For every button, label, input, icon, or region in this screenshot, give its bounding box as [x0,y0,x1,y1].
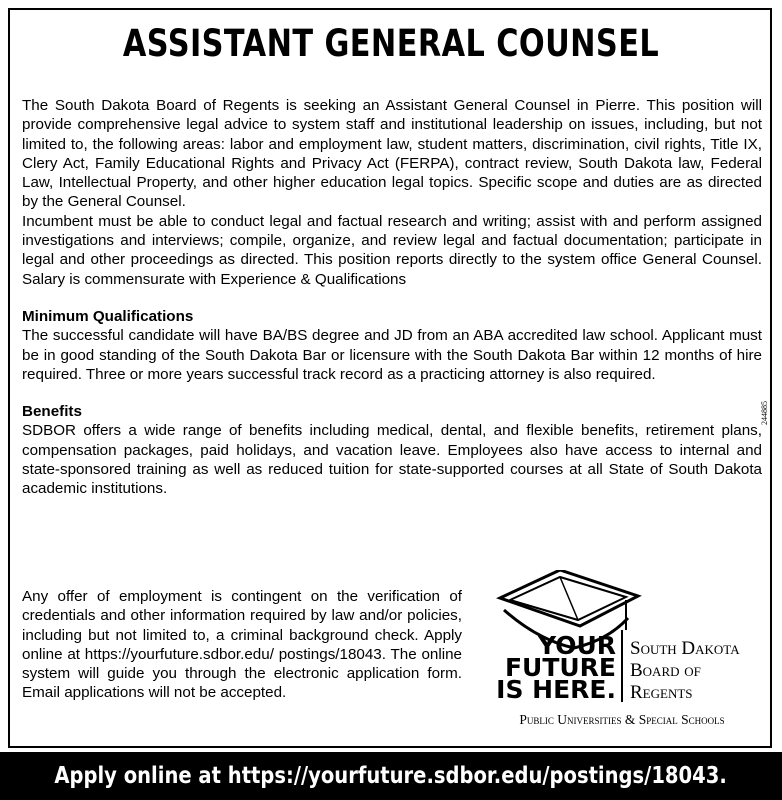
intro-paragraph-1: The South Dakota Board of Regents is seeking an Assistant General Counsel in Pierre. This position will provide comprehensive legal advice to system staff and institutional leadership on issues, including, but not limited to, the following areas: labor and employment law, student matters, discrimination, civil rights, Title IX, Clery Act, Family Educational Rights and Privacy Act (FERPA), contract review, South Dakota law, Federal Law, Intellectual Property, and other higher education legal topics. Specific scope and duties are as directed by the General Counsel. [22,97,762,211]
closing-text: Any offer of employment is contingent on the verification of credentials and other information required by law and/or policies, including but not limited to, a criminal background check. Apply online at https://yourfuture.sdbor.edu/ postings/18043. The online system will guide you through the electronic application form. Email applications will not be accepted. [22,588,462,702]
ad-body [22,96,762,499]
qualifications-heading: Minimum Qualifications [22,307,194,325]
logo-line-1: YOUR [537,631,616,660]
qualifications-text: The successful candidate will have BA/BS degree and JD from an ABA accredited law school. Applicant must be in good standing of the South Dakota Bar or licensure with the South Dakota Bar within 12 months of hire required. Three or more years successful track record as a practicing attorney is also required. [22,327,762,383]
footer-apply-text: Apply online at https://yourfuture.sdbor.edu/postings/18043. [54,763,728,789]
intro-paragraph-2: Incumbent must be able to conduct legal and factual research and writing; assist with and perform assigned investigations and interviews; compile, organize, and review legal and factual documentation; participate in legal and other proceedings as directed. This position reports directly to the system office General Counsel. Salary is commensurate with Experience & Qualifications [22,212,762,288]
benefits-text: SDBOR offers a wide range of benefits including medical, dental, and flexible benefits, retirement plans, compensation packages, paid holidays, and vacation leave. Employees also have access to internal and state-sponsored training as well as reduced tuition for state-supported courses at all State of South Dakota academic institutions. [22,422,762,498]
logo-line-2: FUTURE [504,653,616,682]
logo-line-3: IS HERE. [496,675,616,704]
logo-org-1: South Dakota [630,638,740,659]
logo-org-2: Board of [630,660,701,681]
sdbor-logo [478,570,766,740]
ad-code: 244885 [760,401,769,425]
footer-banner [0,752,782,800]
logo-org-3: Regents [630,682,693,703]
page-title: ASSISTANT GENERAL COUNSEL [122,22,660,65]
closing-block [22,587,462,703]
benefits-heading: Benefits [22,403,82,421]
logo-tagline: Public Universities & Special Schools [519,712,725,727]
